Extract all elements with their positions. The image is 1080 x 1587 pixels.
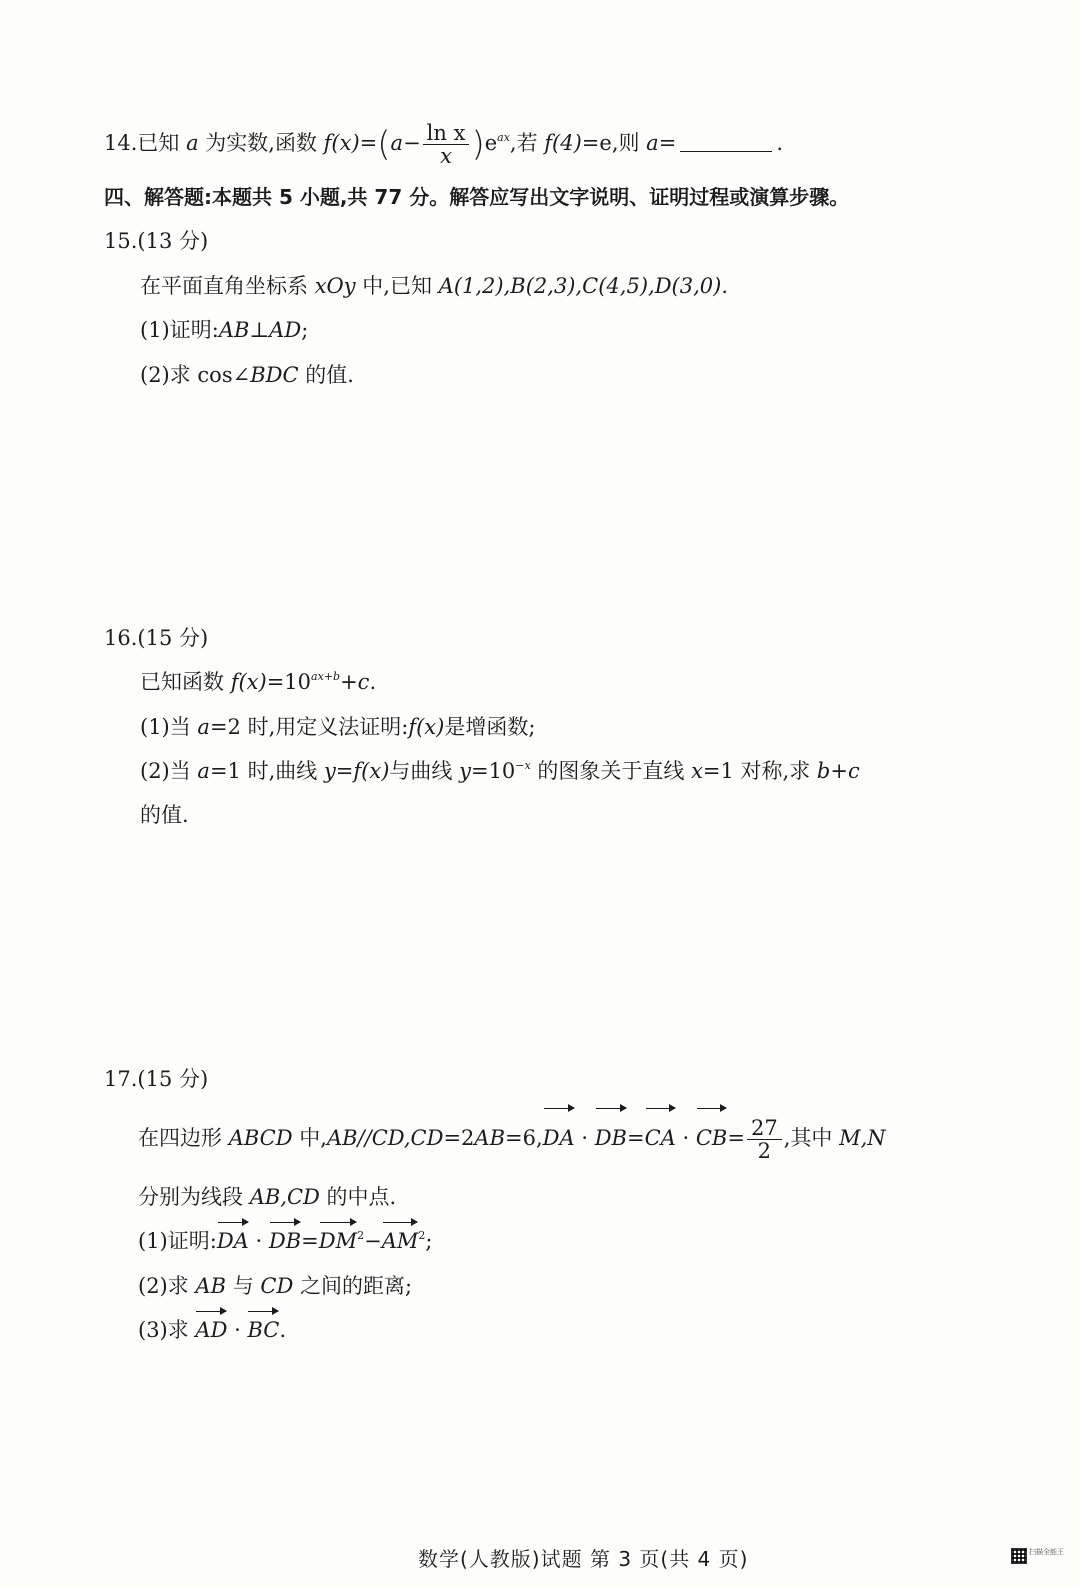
q17-fraction: $\frac{27}{2}$ — [747, 1117, 782, 1162]
q17-header: 17.(15 分) — [104, 1067, 209, 1091]
q17-stem: 在四边形 ABCD 中,AB//CD,CD=2AB=6,DA · DB=CA · CB= $\frac{27}{2}$ ,其中 M,N — [138, 1113, 886, 1163]
answer-blank[interactable] — [680, 151, 772, 152]
q16-header: 16.(15 分) — [104, 626, 209, 650]
q16-part1: (1)当 a=2 时,用定义法证明:f(x)是增函数; — [140, 715, 536, 739]
q17-part2: (2)求 AB 与 CD 之间的距离; — [138, 1274, 413, 1298]
q17-part3: (3)求 AD · BC. — [138, 1318, 287, 1342]
page-footer: 数学(人教版)试题 第 3 页(共 4 页) — [418, 1547, 749, 1571]
qr-code-icon — [1011, 1548, 1027, 1564]
q14-fraction: $\frac{\text{ln x}}{x}$ — [423, 122, 470, 167]
q15-part1: (1)证明:AB⊥AD; — [140, 318, 309, 342]
q16-part2: (2)当 a=1 时,曲线 y=f(x)与曲线 $y=10^{-x}$ 的图象关于直线 x=1 对称,求 b+c — [140, 759, 860, 783]
q16-stem: 已知函数 $f(x)=10^{ax+b}+c$. — [140, 670, 377, 694]
q15-header: 15.(13 分) — [104, 229, 209, 253]
q17-stem-line2: 分别为线段 AB,CD 的中点. — [138, 1185, 397, 1209]
q17-part1: (1)证明:DA · $DB=DM^2-AM^2$; — [138, 1229, 433, 1253]
q16-part2-tail: 的值. — [140, 803, 189, 827]
q15-part2: (2)求 cos∠BDC 的值. — [140, 363, 354, 387]
q14-line: 14.已知 a 为实数,函数 f(x)=(a− $\frac{\text{ln x}}{x}$ )$e^{ax}$,若 f(4)=e,则 a= . — [104, 121, 783, 168]
q15-stem: 在平面直角坐标系 xOy 中,已知 A(1,2),B(2,3),C(4,5),D(3,0). — [140, 274, 728, 298]
section-heading: 四、解答题:本题共 5 小题,共 77 分。解答应写出文字说明、证明过程或演算步骤。 — [104, 185, 850, 209]
scanner-watermark: 扫描全能王 — [1029, 1548, 1064, 1556]
